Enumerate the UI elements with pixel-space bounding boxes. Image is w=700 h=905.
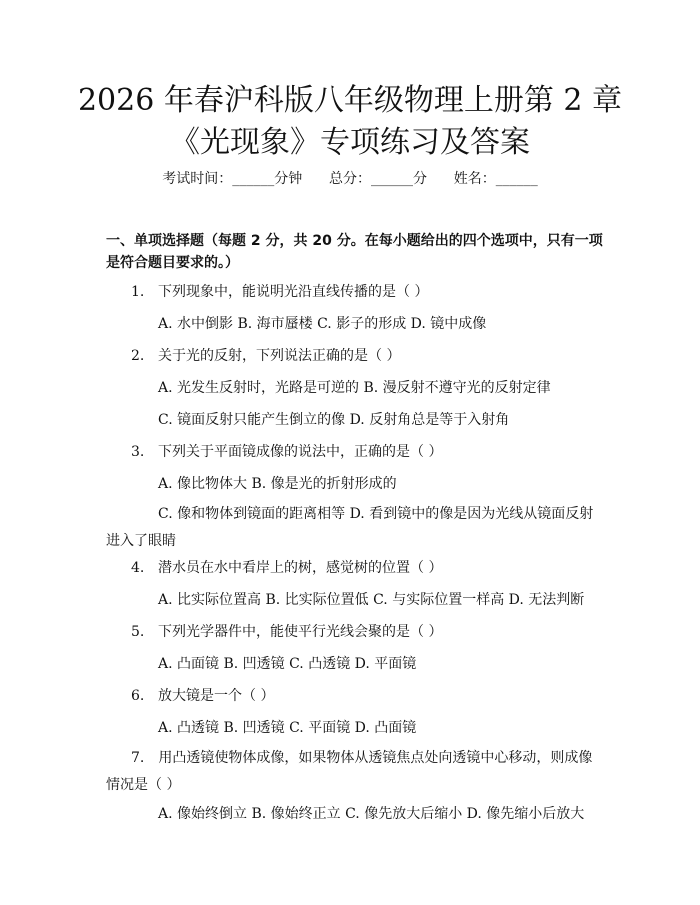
question-number: 7.	[131, 750, 145, 766]
exam-time-field: 考试时间：______分钟	[162, 171, 303, 187]
question-number: 3.	[131, 444, 145, 460]
question-7	[106, 745, 598, 799]
question-number: 4.	[131, 560, 145, 576]
question-2-options-line-2: C. 镜面反射只能产生倒立的像 D. 反射角总是等于入射角	[158, 412, 510, 428]
total-score-field: 总分：______分	[329, 171, 427, 187]
question-number: 6.	[131, 688, 145, 704]
question-1-options: A. 水中倒影 B. 海市蜃楼 C. 影子的形成 D. 镜中成像	[158, 316, 487, 332]
question-3-options-line-2: C. 像和物体到镜面的距离相等 D. 看到镜中的像是因为光线从镜面反射进入了眼睛	[106, 506, 594, 549]
question-6-options: A. 凸透镜 B. 凹透镜 C. 平面镜 D. 凸面镜	[158, 720, 417, 736]
question-number: 5.	[131, 624, 145, 640]
question-text: 下列现象中，能说明光沿直线传播的是（ ）	[158, 284, 429, 300]
question-4-options: A. 比实际位置高 B. 比实际位置低 C. 与实际位置一样高 D. 无法判断	[158, 592, 585, 608]
exam-meta	[0, 169, 700, 189]
question-text: 关于光的反射，下列说法正确的是（ ）	[158, 348, 401, 364]
question-2-options-line-1: A. 光发生反射时，光路是可逆的 B. 漫反射不遵守光的反射定律	[158, 380, 551, 396]
name-field: 姓名：______	[453, 171, 538, 187]
question-text: 用凸透镜使物体成像，如果物体从透镜焦点处向透镜中心移动，则成像情况是（ ）	[106, 750, 593, 793]
question-text: 放大镜是一个（ ）	[158, 688, 275, 704]
question-text: 下列光学器件中，能使平行光线会聚的是（ ）	[158, 624, 443, 640]
question-number: 2.	[131, 348, 145, 364]
question-text: 潜水员在水中看岸上的树，感觉树的位置（ ）	[158, 560, 443, 576]
section-heading: 一、单项选择题（每题 2 分，共 20 分。在每小题给出的四个选项中，只有一项是符合题目要求的。）	[106, 233, 603, 271]
question-7-options: A. 像始终倒立 B. 像始终正立 C. 像先放大后缩小 D. 像先缩小后放大	[158, 806, 585, 822]
question-text: 下列关于平面镜成像的说法中，正确的是（ ）	[158, 444, 443, 460]
question-5-options: A. 凸面镜 B. 凹透镜 C. 凸透镜 D. 平面镜	[158, 656, 417, 672]
question-number: 1.	[131, 284, 145, 300]
page-title: 2026 年春沪科版八年级物理上册第 2 章《光现象》专项练习及答案	[77, 83, 623, 160]
question-3-options-line-1: A. 像比物体大 B. 像是光的折射形成的	[158, 476, 397, 492]
